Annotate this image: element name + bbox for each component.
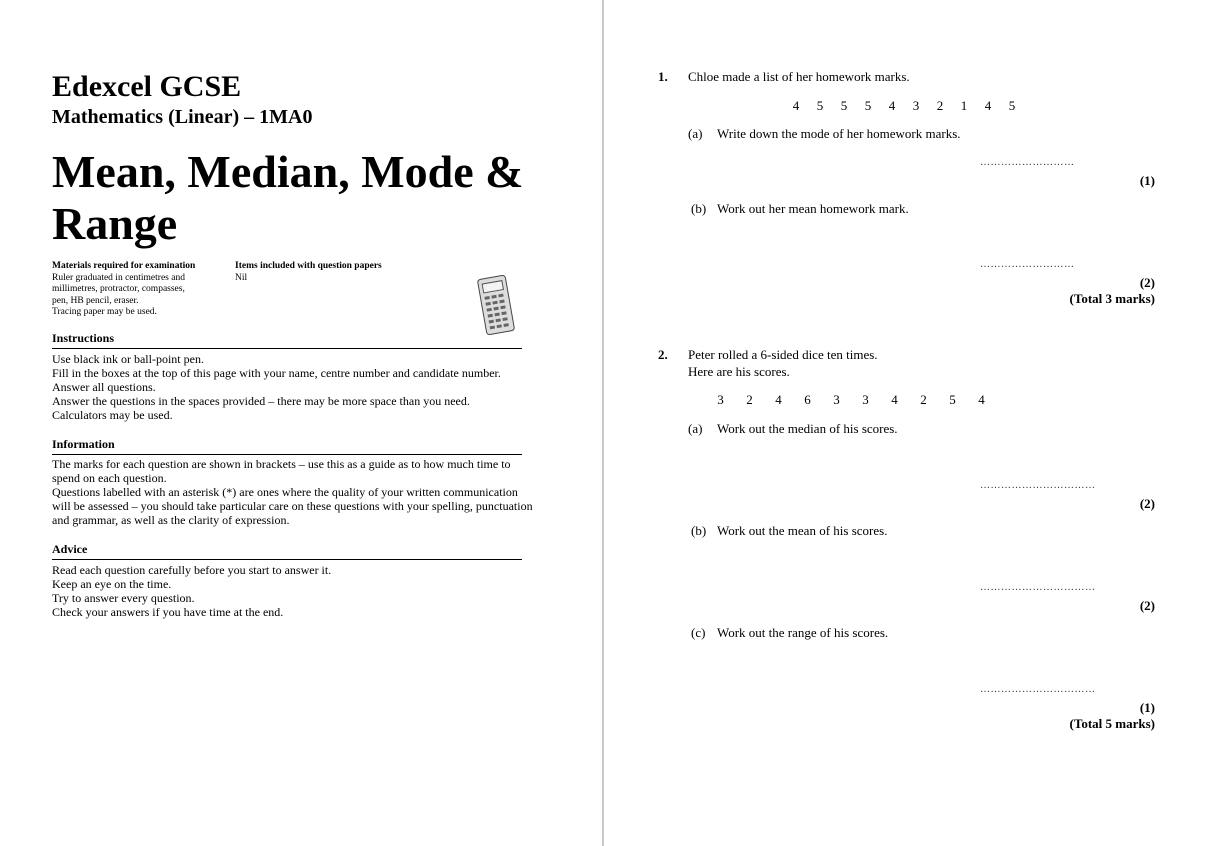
information-line: spend on each question. — [52, 471, 167, 485]
q1b-marks: (2) — [1139, 275, 1155, 290]
q1a-label: (a) — [688, 126, 703, 141]
materials-block — [52, 261, 195, 319]
materials-heading: Materials required for examination — [52, 261, 196, 271]
information-line: The marks for each question are shown in brackets – use this as a guide as to how much time to — [52, 457, 511, 471]
value: 4 — [792, 98, 800, 113]
value: 2 — [920, 392, 927, 407]
q1b-answer-line[interactable]: ……………………… — [980, 259, 1075, 270]
instruction-item: Answer the questions in the spaces provided – there may be more space than you need. — [52, 394, 470, 408]
instructions-list — [52, 352, 501, 422]
instruction-item: Fill in the boxes at the top of this page with your name, centre number and candidate number. — [52, 366, 501, 380]
question-1-values — [784, 98, 1024, 114]
q2c-marks: (1) — [1139, 700, 1155, 715]
materials-line: millimetres, protractor, compasses, — [52, 284, 185, 294]
q2b-answer-line[interactable]: …………………………… — [980, 582, 1096, 593]
value: 4 — [888, 98, 896, 113]
subject-title: Mathematics (Linear) – 1MA0 — [52, 106, 313, 128]
value: 4 — [978, 392, 985, 407]
value: 5 — [949, 392, 956, 407]
advice-item: Check your answers if you have time at the end. — [52, 605, 284, 619]
q2b-label: (b) — [691, 523, 707, 538]
q2a-answer-line[interactable]: …………………………… — [980, 480, 1096, 491]
question-2-text1: Peter rolled a 6-sided dice ten times. — [688, 347, 878, 362]
materials-line: pen, HB pencil, eraser. — [52, 295, 139, 306]
page-title-line1: Mean, Median, Mode & — [52, 146, 524, 197]
information-line: Questions labelled with an asterisk (*) are ones where the quality of your written communication — [52, 485, 518, 499]
advice-list — [52, 563, 331, 619]
value: 5 — [816, 98, 824, 113]
advice-item: Try to answer every question. — [52, 591, 195, 605]
q2c-answer-line[interactable]: …………………………… — [980, 684, 1096, 695]
q2c-label: (c) — [691, 625, 706, 640]
q1b-label: (b) — [691, 201, 707, 216]
information-list — [52, 457, 533, 527]
q2c-text: Work out the range of his scores. — [717, 625, 889, 640]
q2b-marks: (2) — [1139, 598, 1155, 613]
instructions-heading: Instructions — [52, 331, 522, 349]
page-title-line2: Range — [52, 198, 178, 249]
advice-item: Keep an eye on the time. — [52, 577, 172, 591]
items-value: Nil — [235, 272, 248, 283]
value: 3 — [717, 392, 724, 407]
value: 3 — [862, 392, 869, 407]
calculator-icon — [474, 274, 518, 336]
question-2-number: 2. — [658, 347, 668, 362]
information-line: will be assessed – you should take particular care on these questions with your spelling, punctuation — [52, 499, 533, 513]
instruction-item: Answer all questions. — [52, 380, 156, 394]
value: 4 — [984, 98, 992, 113]
instruction-item: Use black ink or ball-point pen. — [52, 352, 204, 366]
value: 4 — [891, 392, 898, 407]
items-block — [235, 261, 382, 284]
value: 2 — [936, 98, 944, 113]
instruction-item: Calculators may be used. — [52, 408, 173, 422]
q2a-marks: (2) — [1139, 496, 1155, 511]
value: 1 — [960, 98, 968, 113]
materials-line: Tracing paper may be used. — [52, 307, 157, 317]
advice-item: Read each question carefully before you start to answer it. — [52, 563, 332, 577]
advice-heading: Advice — [52, 542, 522, 560]
q1a-answer-line[interactable]: ……………………… — [980, 157, 1075, 168]
value: 6 — [804, 392, 811, 407]
value: 5 — [840, 98, 848, 113]
q2a-label: (a) — [688, 421, 703, 436]
information-heading: Information — [52, 437, 522, 455]
q2-total: (Total 5 marks) — [1069, 716, 1155, 731]
question-1-text: Chloe made a list of her homework marks. — [688, 69, 910, 84]
question-1-number: 1. — [658, 69, 668, 84]
page-divider — [602, 0, 604, 846]
value: 3 — [912, 98, 920, 113]
information-line: and grammar, as well as the clarity of expression. — [52, 513, 290, 527]
exam-board: Edexcel GCSE — [52, 70, 242, 103]
materials-line: Ruler graduated in centimetres and — [52, 272, 185, 283]
question-2-text2: Here are his scores. — [688, 364, 790, 379]
value: 5 — [1008, 98, 1016, 113]
q1-total: (Total 3 marks) — [1069, 291, 1155, 306]
q1b-text: Work out her mean homework mark. — [717, 201, 909, 216]
q2b-text: Work out the mean of his scores. — [717, 523, 888, 538]
question-2-values — [706, 392, 996, 408]
q2a-text: Work out the median of his scores. — [717, 421, 898, 436]
items-heading: Items included with question papers — [235, 261, 382, 271]
value: 4 — [775, 392, 782, 407]
q1a-text: Write down the mode of her homework marks. — [717, 126, 961, 141]
value: 3 — [833, 392, 840, 407]
value: 2 — [746, 392, 753, 407]
q1a-marks: (1) — [1139, 173, 1155, 188]
value: 5 — [864, 98, 872, 113]
